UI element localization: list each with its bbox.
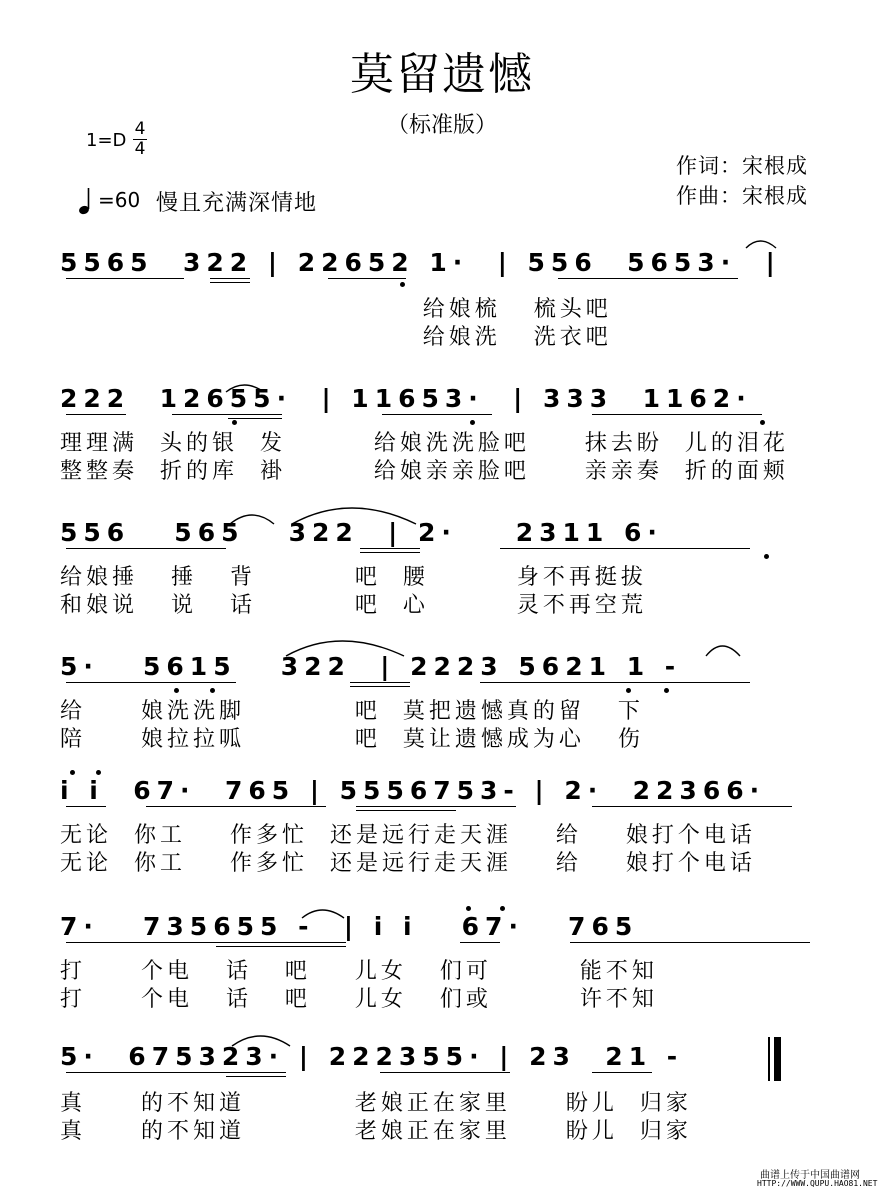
- notation-row: 5· 675323· | 222355· | 23 21 -: [60, 1042, 684, 1071]
- notation-row: 7· 735655 - | i i 67· 765: [60, 912, 639, 941]
- footer-watermark: 曲谱上传于中国曲谱网: [760, 1170, 860, 1181]
- lyrics-verse-2: 整整奏 折的库 褂 给娘亲亲脸吧 亲亲奏 折的面颊: [60, 459, 789, 484]
- lyrics-verse-1: 打 个电 话 吧 儿女 们可 能不知: [60, 959, 658, 984]
- notation-row: i i 67· 765 | 5556753- | 2· 22366·: [60, 776, 766, 805]
- lyrics-verse-2: 给娘洗 洗衣吧: [60, 325, 612, 350]
- time-signature-top: 4: [134, 119, 146, 139]
- lyrics-verse-1: 给娘梳 梳头吧: [60, 297, 612, 322]
- lyrics-verse-2: 无论 你工 作多忙 还是远行走天涯 给 娘打个电话: [60, 851, 756, 876]
- footer-url: HTTP://WWW.QUPU.HAO81.NET: [757, 1179, 878, 1188]
- lyrics-verse-1: 无论 你工 作多忙 还是远行走天涯 给 娘打个电话: [60, 823, 756, 848]
- lyrics-verse-1: 真 的不知道 老娘正在家里 盼儿 归家: [60, 1091, 692, 1116]
- page-subtitle: （标准版）: [386, 113, 497, 138]
- time-signature-bottom: 4: [134, 139, 146, 159]
- lyrics-verse-2: 真 的不知道 老娘正在家里 盼儿 归家: [60, 1119, 692, 1144]
- notation-row: 5· 5615 322 | 2223 5621 1 -: [60, 652, 682, 681]
- tempo-marking: =60: [98, 188, 141, 212]
- notation-row: 222 12655· | 11653· | 333 1162·: [60, 384, 752, 413]
- lyrics-verse-1: 给 娘洗洗脚 吧 莫把遗憾真的留 下: [60, 699, 644, 724]
- lyrics-verse-2: 陪 娘拉拉呱 吧 莫让遗憾成为心 伤: [60, 727, 644, 752]
- notation-row: 5565 322 | 22652 1· | 556 5653· |: [60, 248, 781, 277]
- lyrics-verse-1: 理理满 头的银 发 给娘洗洗脸吧 抹去盼 儿的泪花: [60, 431, 789, 456]
- key-signature: 1=D: [86, 130, 127, 151]
- lyrics-verse-1: 给娘捶 捶 背 吧 腰 身不再挺拔: [60, 565, 647, 590]
- notation-row: 556 565 322 | 2· 2311 6·: [60, 518, 663, 547]
- composer-credit: 作曲：宋根成: [676, 184, 808, 208]
- page-title: 莫留遗憾: [350, 49, 534, 100]
- lyrics-verse-2: 和娘说 说 话 吧 心 灵不再空荒: [60, 593, 647, 618]
- lyrics-verse-2: 打 个电 话 吧 儿女 们或 许不知: [60, 987, 658, 1012]
- lyricist-credit: 作词：宋根成: [676, 154, 808, 178]
- expression-marking: 慢且充满深情地: [156, 191, 318, 216]
